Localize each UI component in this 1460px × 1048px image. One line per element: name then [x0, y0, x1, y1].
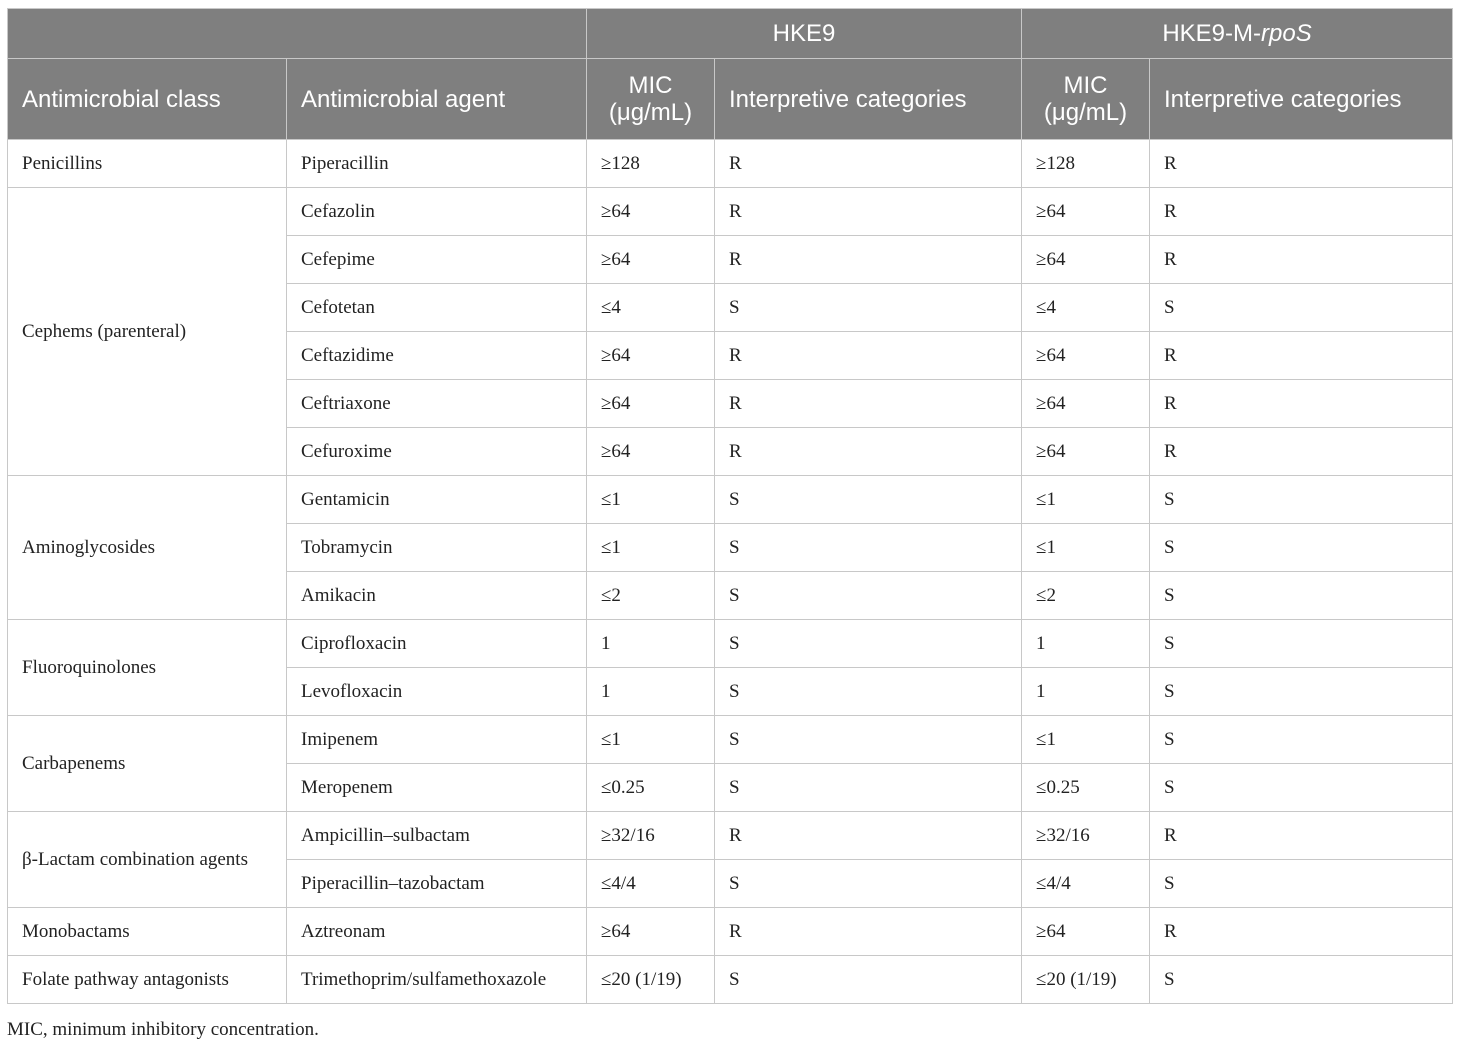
hke9-category-cell: S: [715, 476, 1022, 524]
mutant-category-cell: S: [1150, 956, 1453, 1004]
agent-cell: Amikacin: [287, 572, 587, 620]
hke9-category-cell: S: [715, 956, 1022, 1004]
mutant-mic-cell: ≤1: [1022, 524, 1150, 572]
mutant-mic-cell: ≤20 (1/19): [1022, 956, 1150, 1004]
hke9-category-cell: S: [715, 860, 1022, 908]
hke9-mic-cell: ≤1: [587, 524, 715, 572]
hke9-mic-cell: ≤0.25: [587, 764, 715, 812]
mutant-mic-cell: 1: [1022, 620, 1150, 668]
hke9-mic-cell: ≥128: [587, 140, 715, 188]
mutant-mic-cell: ≤1: [1022, 476, 1150, 524]
mutant-mic-cell: ≤4/4: [1022, 860, 1150, 908]
agent-cell: Ceftriaxone: [287, 380, 587, 428]
mutant-category-cell: R: [1150, 812, 1453, 860]
hke9-category-cell: R: [715, 812, 1022, 860]
mutant-mic-cell: ≥32/16: [1022, 812, 1150, 860]
hke9-mic-cell: ≥64: [587, 380, 715, 428]
hke9-mic-cell: ≤1: [587, 476, 715, 524]
agent-cell: Ciprofloxacin: [287, 620, 587, 668]
agent-cell: Aztreonam: [287, 908, 587, 956]
table-row: [8, 716, 1453, 764]
agent-cell: Cefotetan: [287, 284, 587, 332]
mutant-category-cell: R: [1150, 380, 1453, 428]
agent-cell: Piperacillin: [287, 140, 587, 188]
column-header-row: [8, 59, 1453, 140]
col-header-mic-2: [1022, 59, 1150, 140]
class-cell: Cephems (parenteral): [8, 188, 287, 476]
hke9-mic-cell: ≤20 (1/19): [587, 956, 715, 1004]
mic-label: MIC: [1063, 72, 1108, 99]
mutant-category-cell: S: [1150, 860, 1453, 908]
class-cell: β-Lactam combination agents: [8, 812, 287, 908]
class-cell: Penicillins: [8, 140, 287, 188]
agent-cell: Gentamicin: [287, 476, 587, 524]
col-header-mic-1: [587, 59, 715, 140]
col-header-agent: Antimicrobial agent: [287, 59, 587, 140]
hke9-category-cell: R: [715, 188, 1022, 236]
mutant-mic-cell: ≥128: [1022, 140, 1150, 188]
col-header-class: Antimicrobial class: [8, 59, 287, 140]
table-header: [8, 9, 1453, 140]
agent-cell: Ampicillin–sulbactam: [287, 812, 587, 860]
hke9-category-cell: R: [715, 332, 1022, 380]
mic-table: [7, 8, 1453, 1004]
agent-cell: Cefuroxime: [287, 428, 587, 476]
mic-unit: (μg/mL): [608, 99, 693, 126]
table-footnote: MIC, minimum inhibitory concentration.: [7, 1019, 319, 1040]
mutant-mic-cell: ≥64: [1022, 236, 1150, 284]
hke9-mic-cell: ≤2: [587, 572, 715, 620]
class-cell: Monobactams: [8, 908, 287, 956]
table-row: [8, 476, 1453, 524]
hke9-category-cell: S: [715, 524, 1022, 572]
mutant-mic-cell: ≤0.25: [1022, 764, 1150, 812]
hke9-category-cell: S: [715, 668, 1022, 716]
mutant-category-cell: S: [1150, 284, 1453, 332]
agent-cell: Tobramycin: [287, 524, 587, 572]
mutant-mic-cell: ≤4: [1022, 284, 1150, 332]
hke9-mic-cell: ≤4: [587, 284, 715, 332]
mic-unit: (μg/mL): [1043, 99, 1128, 126]
mutant-category-cell: R: [1150, 908, 1453, 956]
mutant-category-cell: R: [1150, 332, 1453, 380]
strain2-prefix: HKE9-M-: [1162, 20, 1261, 47]
agent-cell: Ceftazidime: [287, 332, 587, 380]
table-row: [8, 812, 1453, 860]
table-row: [8, 188, 1453, 236]
agent-cell: Levofloxacin: [287, 668, 587, 716]
hke9-mic-cell: ≥64: [587, 908, 715, 956]
agent-cell: Cefazolin: [287, 188, 587, 236]
mutant-mic-cell: ≥64: [1022, 908, 1150, 956]
mutant-category-cell: S: [1150, 572, 1453, 620]
mutant-category-cell: R: [1150, 140, 1453, 188]
mutant-mic-cell: ≥64: [1022, 188, 1150, 236]
hke9-category-cell: S: [715, 716, 1022, 764]
strain2-header: [1022, 9, 1453, 59]
mutant-category-cell: S: [1150, 716, 1453, 764]
mutant-category-cell: S: [1150, 620, 1453, 668]
hke9-mic-cell: 1: [587, 620, 715, 668]
hke9-mic-cell: ≤4/4: [587, 860, 715, 908]
mutant-category-cell: S: [1150, 764, 1453, 812]
hke9-category-cell: S: [715, 620, 1022, 668]
hke9-mic-cell: ≥64: [587, 332, 715, 380]
class-cell: Carbapenems: [8, 716, 287, 812]
class-cell: Aminoglycosides: [8, 476, 287, 620]
hke9-mic-cell: ≥64: [587, 236, 715, 284]
col-header-interp-2: Interpretive categories: [1150, 59, 1453, 140]
table-row: [8, 908, 1453, 956]
agent-cell: Piperacillin–tazobactam: [287, 860, 587, 908]
hke9-category-cell: S: [715, 572, 1022, 620]
agent-cell: Imipenem: [287, 716, 587, 764]
hke9-mic-cell: ≥32/16: [587, 812, 715, 860]
mutant-mic-cell: ≥64: [1022, 428, 1150, 476]
table-row: [8, 956, 1453, 1004]
hke9-mic-cell: ≥64: [587, 428, 715, 476]
table-row: [8, 140, 1453, 188]
col-header-interp-1: Interpretive categories: [715, 59, 1022, 140]
agent-cell: Trimethoprim/sulfamethoxazole: [287, 956, 587, 1004]
mic-label: MIC: [628, 72, 673, 99]
mutant-mic-cell: ≥64: [1022, 332, 1150, 380]
mutant-category-cell: S: [1150, 668, 1453, 716]
hke9-category-cell: S: [715, 284, 1022, 332]
class-cell: Fluoroquinolones: [8, 620, 287, 716]
agent-cell: Meropenem: [287, 764, 587, 812]
hke9-category-cell: R: [715, 236, 1022, 284]
mutant-mic-cell: ≤1: [1022, 716, 1150, 764]
mutant-mic-cell: ≤2: [1022, 572, 1150, 620]
mutant-category-cell: R: [1150, 428, 1453, 476]
strain1-header: HKE9: [587, 9, 1022, 59]
hke9-category-cell: R: [715, 428, 1022, 476]
hke9-category-cell: R: [715, 140, 1022, 188]
mutant-category-cell: R: [1150, 188, 1453, 236]
mutant-mic-cell: ≥64: [1022, 380, 1150, 428]
mutant-category-cell: S: [1150, 524, 1453, 572]
agent-cell: Cefepime: [287, 236, 587, 284]
hke9-category-cell: S: [715, 764, 1022, 812]
mutant-category-cell: S: [1150, 476, 1453, 524]
hke9-mic-cell: ≥64: [587, 188, 715, 236]
mutant-category-cell: R: [1150, 236, 1453, 284]
class-cell: Folate pathway antagonists: [8, 956, 287, 1004]
group-header-row: [8, 9, 1453, 59]
strain2-gene: rpoS: [1261, 20, 1312, 47]
hke9-category-cell: R: [715, 908, 1022, 956]
table-row: [8, 620, 1453, 668]
mutant-mic-cell: 1: [1022, 668, 1150, 716]
hke9-category-cell: R: [715, 380, 1022, 428]
hke9-mic-cell: ≤1: [587, 716, 715, 764]
header-empty-cell: [8, 9, 587, 59]
hke9-mic-cell: 1: [587, 668, 715, 716]
table-body: [8, 140, 1453, 1004]
